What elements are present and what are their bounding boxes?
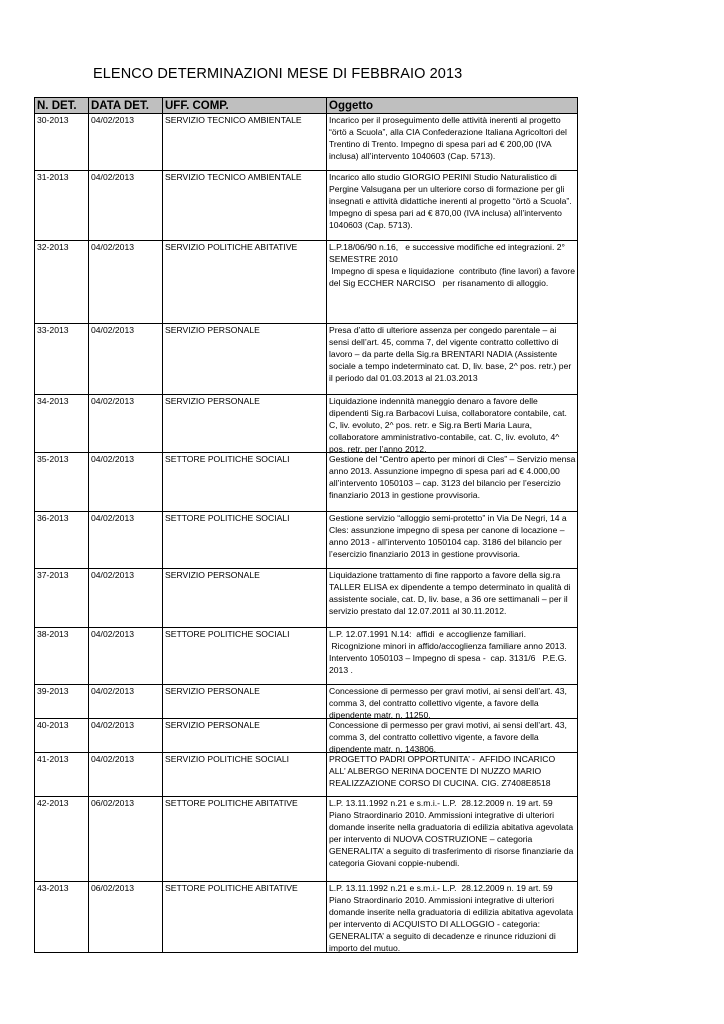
table-row <box>35 753 578 797</box>
det-date-cell-wrapper <box>89 324 163 395</box>
det-number-cell: 40-2013 <box>37 720 69 730</box>
det-number-cell-wrapper <box>35 882 89 953</box>
det-number-cell: 34-2013 <box>37 396 69 406</box>
det-date-cell-wrapper <box>89 628 163 685</box>
det-subject-cell: Gestione del “Centro aperto per minori di Cles” – Servizio mensa anno 2013. Assunzione impegno di spesa pari ad € 4.000,00 all’intervento 1050103 – cap. 3123 del bilancio per l’esercizio finanziario 2013 in gestione provvisoria. <box>329 454 578 501</box>
det-date-cell-wrapper <box>89 395 163 453</box>
det-subject-cell-wrapper <box>327 395 578 453</box>
det-date-cell-wrapper <box>89 114 163 171</box>
det-office-cell-wrapper <box>163 453 327 512</box>
det-office-cell-wrapper <box>163 241 327 324</box>
det-office-cell-wrapper <box>163 753 327 797</box>
table-row <box>35 453 578 512</box>
det-date-cell: 04/02/2013 <box>91 720 135 730</box>
det-date-cell: 04/02/2013 <box>91 396 135 406</box>
det-office-cell-wrapper <box>163 628 327 685</box>
det-subject-cell-wrapper <box>327 512 578 569</box>
det-subject-cell-wrapper <box>327 882 578 953</box>
det-subject-cell: L.P. 12.07.1991 N.14: affidi e accoglienze familiari. Ricognizione minori in affido/accoglienza familiare anno 2013. Intervento 1050103 – Impegno di spesa - cap. 3131/6 P.E.G. 2013 . <box>329 629 567 676</box>
det-subject-cell-wrapper <box>327 114 578 171</box>
determinations-table <box>34 97 578 953</box>
det-number-cell: 39-2013 <box>37 686 69 696</box>
table-row <box>35 569 578 628</box>
det-date-cell: 06/02/2013 <box>91 883 135 893</box>
det-office-cell: SETTORE POLITICHE ABITATIVE <box>165 798 298 808</box>
det-number-cell: 42-2013 <box>37 798 69 808</box>
det-number-cell-wrapper <box>35 114 89 171</box>
table-row <box>35 882 578 953</box>
det-date-cell-wrapper <box>89 685 163 719</box>
det-office-cell-wrapper <box>163 719 327 753</box>
det-office-cell: SERVIZIO POLITICHE SOCIALI <box>165 754 290 764</box>
det-number-cell: 33-2013 <box>37 325 69 335</box>
det-number-cell-wrapper <box>35 324 89 395</box>
det-office-cell: SERVIZIO TECNICO AMBIENTALE <box>165 115 302 125</box>
det-office-cell-wrapper <box>163 171 327 241</box>
det-date-cell: 04/02/2013 <box>91 454 135 464</box>
table-header-row <box>35 98 578 114</box>
det-number-cell: 37-2013 <box>37 570 69 580</box>
det-date-cell: 04/02/2013 <box>91 686 135 696</box>
det-office-cell-wrapper <box>163 395 327 453</box>
det-number-cell: 43-2013 <box>37 883 69 893</box>
det-number-cell-wrapper <box>35 685 89 719</box>
det-date-cell-wrapper <box>89 753 163 797</box>
det-subject-cell-wrapper <box>327 719 578 753</box>
det-date-cell-wrapper <box>89 797 163 882</box>
det-subject-cell: L.P.18/06/90 n.16, e successive modifiche ed integrazioni. 2° SEMESTRE 2010 Impegno di spesa e liquidazione contributo (fine lavori) a favore del Sig ECCHER NARCISO per risanamento di alloggio. <box>329 242 576 289</box>
det-number-cell-wrapper <box>35 395 89 453</box>
det-number-cell-wrapper <box>35 241 89 324</box>
det-number-cell-wrapper <box>35 171 89 241</box>
det-date-cell: 04/02/2013 <box>91 754 135 764</box>
det-subject-cell-wrapper <box>327 453 578 512</box>
header-data-det: DATA DET. <box>89 98 163 114</box>
det-date-cell-wrapper <box>89 241 163 324</box>
det-office-cell: SERVIZIO PERSONALE <box>165 396 260 406</box>
det-number-cell: 41-2013 <box>37 754 69 764</box>
table-row <box>35 512 578 569</box>
det-number-cell-wrapper <box>35 719 89 753</box>
det-office-cell: SERVIZIO PERSONALE <box>165 570 260 580</box>
det-number-cell-wrapper <box>35 453 89 512</box>
det-number-cell-wrapper <box>35 512 89 569</box>
det-subject-cell-wrapper <box>327 628 578 685</box>
table-row <box>35 797 578 882</box>
header-uff-comp: UFF. COMP. <box>163 98 327 114</box>
det-office-cell-wrapper <box>163 797 327 882</box>
det-number-cell-wrapper <box>35 569 89 628</box>
table-row <box>35 685 578 719</box>
table-row <box>35 171 578 241</box>
header-n-det: N. DET. <box>35 98 89 114</box>
det-subject-cell: Presa d’atto di ulteriore assenza per congedo parentale – ai sensi dell’art. 45, comma 7, del vigente contratto collettivo di lavoro – da parte della Sig.ra BRENTARI NADIA (Assistente sociale a tempo indeterminato cat. D, liv. base, 2^ pos. retr.) per il periodo dal 01.03.2013 al 21.03.2013 <box>329 325 574 384</box>
det-number-cell: 30-2013 <box>37 115 69 125</box>
det-date-cell-wrapper <box>89 719 163 753</box>
det-date-cell: 04/02/2013 <box>91 115 135 125</box>
det-subject-cell-wrapper <box>327 241 578 324</box>
det-office-cell-wrapper <box>163 569 327 628</box>
det-date-cell-wrapper <box>89 569 163 628</box>
det-office-cell: SERVIZIO TECNICO AMBIENTALE <box>165 172 302 182</box>
table-row <box>35 241 578 324</box>
det-subject-cell: Incarico per il proseguimento delle attività inerenti al progetto “örtö a Scuola”, alla CIA Confederazione Italiana Agricoltori del Trentino di Trento. Impegno di spesa pari ad € 200,00 (IVA inclusa) all’intervento 1040603 (Cap. 5713). <box>329 115 570 162</box>
det-subject-cell-wrapper <box>327 753 578 797</box>
det-subject-cell-wrapper <box>327 797 578 882</box>
det-number-cell: 35-2013 <box>37 454 69 464</box>
det-subject-cell: Liquidazione indennità maneggio denaro a favore delle dipendenti Sig.ra Barbacovi Luisa, collaboratore contabile, cat. C, liv. evoluto, 2^ pos. retr. e Sig.ra Berti Maria Laura, collaboratore amministrativo-contabile, cat. C, liv. evoluto, 4^ pos. retr. per l’anno 2012. <box>329 396 570 455</box>
det-subject-cell-wrapper <box>327 324 578 395</box>
det-office-cell: SERVIZIO PERSONALE <box>165 720 260 730</box>
det-date-cell-wrapper <box>89 882 163 953</box>
det-date-cell: 04/02/2013 <box>91 629 135 639</box>
det-office-cell-wrapper <box>163 114 327 171</box>
det-date-cell-wrapper <box>89 512 163 569</box>
det-subject-cell-wrapper <box>327 171 578 241</box>
det-date-cell: 04/02/2013 <box>91 242 135 252</box>
det-office-cell-wrapper <box>163 324 327 395</box>
det-office-cell: SETTORE POLITICHE ABITATIVE <box>165 883 298 893</box>
det-subject-cell: Gestione servizio “alloggio semi-protetto” in Via De Negri, 14 a Cles: assunzione impegno di spesa per canone di locazione – anno 2013 - all’intervento 1050104 cap. 3186 del bilancio per l’esercizio finanziario 2013 in gestione provvisoria. <box>329 513 570 560</box>
table-row <box>35 395 578 453</box>
table-row <box>35 324 578 395</box>
det-office-cell-wrapper <box>163 512 327 569</box>
table-row <box>35 114 578 171</box>
det-date-cell-wrapper <box>89 171 163 241</box>
det-date-cell: 04/02/2013 <box>91 172 135 182</box>
det-subject-cell: Liquidazione trattamento di fine rapporto a favore della sig.ra TALLER ELISA ex dipendente a tempo determinato in qualità di assistente sociale, cat. D, liv. base, a 36 ore settimanali – per il servizio prestato dal 12.07.2011 al 30.11.2012. <box>329 570 573 617</box>
det-date-cell: 04/02/2013 <box>91 570 135 580</box>
det-subject-cell: Concessione di permesso per gravi motivi, ai sensi dell’art. 43, comma 3, del contratto collettivo vigente, a favore della dipendente matr. n. 11250. <box>329 686 570 721</box>
det-number-cell: 31-2013 <box>37 172 69 182</box>
det-office-cell: SETTORE POLITICHE SOCIALI <box>165 629 290 639</box>
det-subject-cell: L.P. 13.11.1992 n.21 e s.m.i.- L.P. 28.12.2009 n. 19 art. 59 Piano Straordinario 2010. Ammissioni integrative di ulteriori domande inserite nella graduatoria di edilizia abitativa agevolata per intervento di ACQUISTO DI ALLOGGIO - categoria: GENERALITA’ a seguito di decadenze e rinunce riduzioni di importo del mutuo. <box>329 883 576 954</box>
det-office-cell-wrapper <box>163 882 327 953</box>
table-row <box>35 628 578 685</box>
det-office-cell: SERVIZIO PERSONALE <box>165 325 260 335</box>
det-subject-cell: Incarico allo studio GIORGIO PERINI Studio Naturalistico di Pergine Valsugana per un ulteriore corso di formazione per gli insegnati e attività didattiche inerenti al progetto “örtö a Scuola”. Impegno di spesa pari ad € 870,00 (IVA inclusa) all’intervento 1040603 (Cap. 5713). <box>329 172 575 231</box>
det-date-cell-wrapper <box>89 453 163 512</box>
det-office-cell: SERVIZIO POLITICHE ABITATIVE <box>165 242 298 252</box>
det-number-cell-wrapper <box>35 753 89 797</box>
det-office-cell: SERVIZIO PERSONALE <box>165 686 260 696</box>
document-title: ELENCO DETERMINAZIONI MESE DI FEBBRAIO 2013 <box>93 66 463 82</box>
det-date-cell: 04/02/2013 <box>91 513 135 523</box>
det-number-cell: 32-2013 <box>37 242 69 252</box>
det-date-cell: 06/02/2013 <box>91 798 135 808</box>
det-office-cell: SETTORE POLITICHE SOCIALI <box>165 513 290 523</box>
det-number-cell: 36-2013 <box>37 513 69 523</box>
det-subject-cell: PROGETTO PADRI OPPORTUNITA’ - AFFIDO INCARICO ALL’ ALBERGO NERINA DOCENTE DI NUZZO MARIO REALIZZAZIONE CORSO DI CUCINA. CIG. Z7408E8518 <box>329 754 562 789</box>
det-subject-cell-wrapper <box>327 685 578 719</box>
det-number-cell-wrapper <box>35 797 89 882</box>
det-number-cell: 38-2013 <box>37 629 69 639</box>
table-row <box>35 719 578 753</box>
det-date-cell: 04/02/2013 <box>91 325 135 335</box>
det-number-cell-wrapper <box>35 628 89 685</box>
det-subject-cell-wrapper <box>327 569 578 628</box>
det-office-cell-wrapper <box>163 685 327 719</box>
header-oggetto: Oggetto <box>327 98 578 114</box>
det-office-cell: SETTORE POLITICHE SOCIALI <box>165 454 290 464</box>
det-subject-cell: L.P. 13.11.1992 n.21 e s.m.i.- L.P. 28.12.2009 n. 19 art. 59 Piano Straordinario 2010. Ammissioni integrative di ulteriori domande inserite nella graduatoria di edilizia abitativa agevolata per intervento di NUOVA COSTRUZIONE – categoria GENERALITA’ a seguito di trasferimento di risorse finanziarie da categoria Giovani coppie-nubendi. <box>329 798 576 869</box>
det-subject-cell: Concessione di permesso per gravi motivi, ai sensi dell’art. 43, comma 3, del contratto collettivo vigente, a favore della dipendente matr. n. 143806. <box>329 720 570 755</box>
